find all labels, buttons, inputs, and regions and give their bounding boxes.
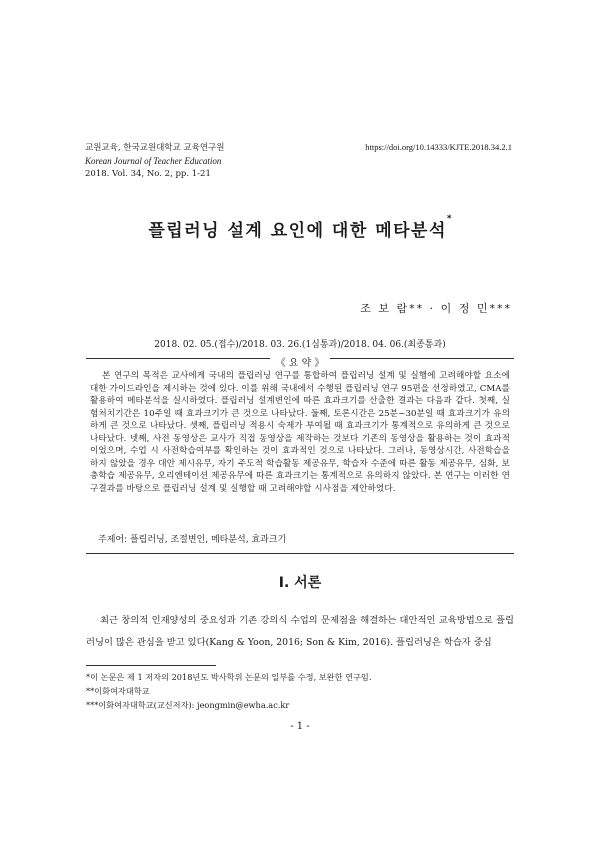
footnote-1: *이 논문은 제 1 저자의 2018년도 박사학위 논문의 일부를 수정, 보완한 연구임. <box>86 672 372 682</box>
author-list: 조 보 람** · 이 정 민*** <box>360 302 512 315</box>
paper-title <box>0 216 600 241</box>
doi-link[interactable]: https://doi.org/10.14333/KJTE.2018.34.2.1 <box>365 142 512 152</box>
summary-heading <box>0 351 600 370</box>
body-paragraph: 최근 창의적 인재양성의 중요성과 기존 강의식 수업의 문제점을 해결하는 대안적인 교육방법으로 플립러닝이 많은 관심을 받고 있다(Kang & Yoon, 2016; Son & Kim, 2016). 플립러닝은 학습자 중심 <box>86 615 514 648</box>
footnote-3: ***이화여자대학교(교신저자): jeongmin@ewha.ac.kr <box>86 700 290 710</box>
footnote-2: **이화여자대학교 <box>86 686 150 696</box>
journal-header <box>85 142 224 181</box>
journal-name-korean: 교원교육, 한국교원대학교 교육연구원 <box>85 143 225 153</box>
footnotes <box>86 670 371 712</box>
section-heading-introduction: Ⅰ. 서론 <box>278 575 322 591</box>
title-footnote-mark: * <box>446 214 452 224</box>
paper-title-text: 플립러닝 설계 요인에 대한 메타분석 <box>148 221 447 241</box>
page-number: - 1 - <box>290 721 310 732</box>
keywords: 주제어: 플립러닝, 조절변인, 메타분석, 효과크기 <box>98 535 287 545</box>
journal-name-english: Korean Journal of Teacher Education <box>85 156 222 166</box>
journal-volume: 2018. Vol. 34, No. 2, pp. 1-21 <box>85 169 211 179</box>
summary-heading-text: 《 요 약 》 <box>270 358 331 369</box>
review-dates: 2018. 02. 05.(접수)/2018. 03. 26.(1심통과)/2018. 04. 06.(최종통과) <box>154 340 446 350</box>
footnote-rule <box>86 665 216 666</box>
abstract-text: 본 연구의 목적은 교사에게 국내의 플립러닝 연구를 통합하여 플립러닝 설계 및 실행에 고려해야할 요소에 대한 가이드라인을 제시하는 것에 있다. 이를 위해 국내에서 수행된 플립러닝 연구 95편을 선정하였고, CMA를 활용하여 메타분석을 실시하였다. 플립러닝 설계변인에 따른 효과크기를 산출한 결과는 다음과 같다. 첫째, 실험처치기간은 10주일 때 효과크기가 큰 것으로 나타났다. 둘째, 토론시간은 25분~30분일 때 효과크기가 유의하게 큰 것으로 나타났다. 셋째, 플립러닝 적용시 숙제가 부여될 때 효과크기가 통계적으로 유의하게 큰 것으로 나타났다. 넷째, 사전 동영상은 교사가 직접 동영상을 제작하는 것보다 기존의 동영상을 활용하는 것이 효과적이었으며, 수업 시 사전학습여부를 확인하는 것이 효과적인 것으로 나타났다. 그러나, 동영상시간, 사전학습을 하지 않았을 경우 대안 제시유무, 자기 주도적 학습활동 제공유무, 학습자 수준에 따른 활동 제공유무, 심화, 보충학습 제공유무, 오리엔테이션 제공유무에 따른 효과크기는 통계적으로 유의하지 않았다. 본 연구는 이러한 연구결과를 바탕으로 플립러닝 설계 및 실행할 때 고려해야할 시사점을 제안하였다. <box>90 371 510 494</box>
summary-bottom-rule <box>86 553 514 554</box>
